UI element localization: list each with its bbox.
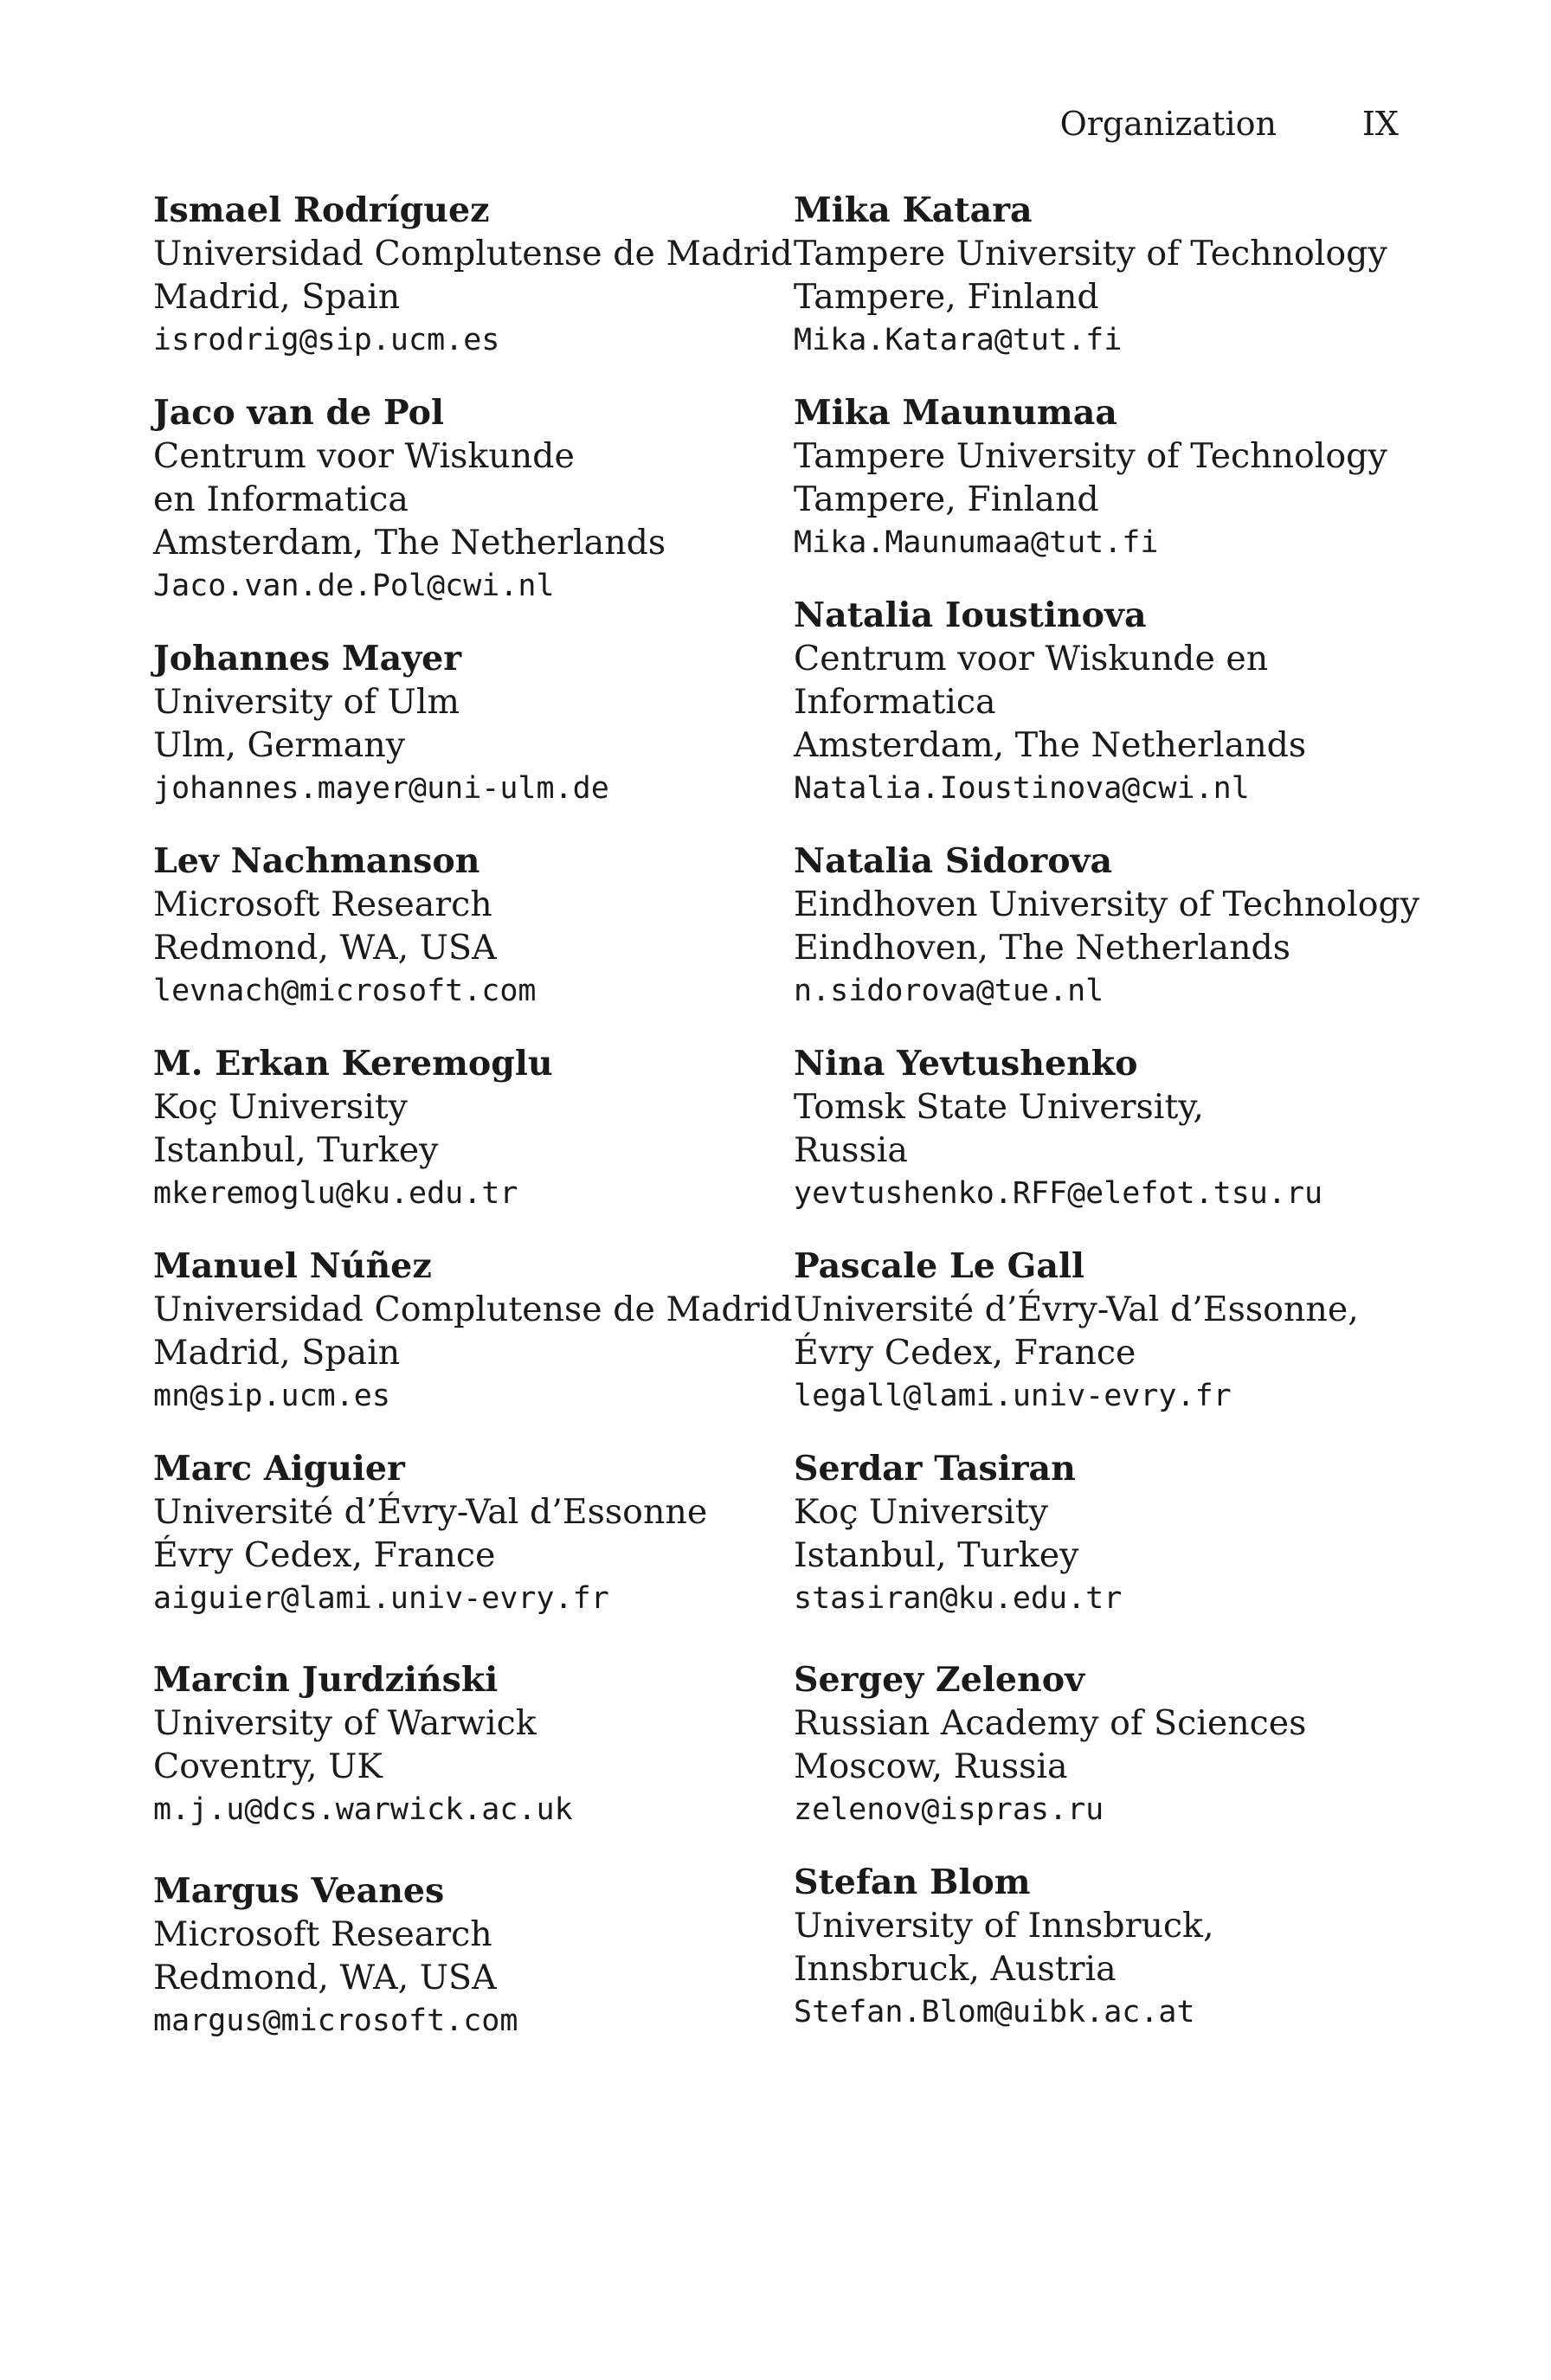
- person-name: Lev Nachmanson: [153, 841, 480, 881]
- affiliation-line: Université d’Évry-Val d’Essonne: [153, 1492, 708, 1532]
- affiliation-line: University of Innsbruck,: [794, 1906, 1214, 1946]
- affiliation-line: Tampere, Finland: [794, 277, 1099, 317]
- affiliation-line: Tomsk State University,: [794, 1087, 1204, 1127]
- contact-entry: [153, 1869, 759, 2042]
- email-address: margus@microsoft.com: [153, 2004, 518, 2038]
- affiliation-line: Moscow, Russia: [794, 1746, 1068, 1786]
- running-header-title: Organization: [1059, 105, 1277, 143]
- email-address: zelenov@ispras.ru: [794, 1792, 1104, 1827]
- affiliation-line: Universidad Complutense de Madrid: [153, 234, 793, 273]
- person-name: Mika Katara: [794, 190, 1033, 230]
- email-address: yevtushenko.RFF@elefot.tsu.ru: [794, 1176, 1323, 1211]
- affiliation-line: Universidad Complutense de Madrid: [153, 1290, 793, 1329]
- email-address: m.j.u@dcs.warwick.ac.uk: [153, 1792, 573, 1827]
- email-address: levnach@microsoft.com: [153, 974, 537, 1008]
- email-address: aiguier@lami.univ-evry.fr: [153, 1581, 609, 1616]
- affiliation-line: Koç University: [153, 1087, 408, 1127]
- affiliation-line: Istanbul, Turkey: [153, 1130, 439, 1170]
- email-address: johannes.mayer@uni-ulm.de: [153, 771, 609, 806]
- contact-entry: [153, 637, 759, 810]
- contact-entry: [153, 1658, 759, 1831]
- email-address: legall@lami.univ-evry.fr: [794, 1379, 1232, 1413]
- contact-entry: [153, 1042, 759, 1215]
- affiliation-line: Koç University: [794, 1492, 1048, 1532]
- affiliation-line: Eindhoven University of Technology: [794, 884, 1420, 924]
- contact-entry: [794, 839, 1420, 1013]
- affiliation-line: University of Warwick: [153, 1703, 537, 1743]
- contact-entry: [794, 594, 1417, 810]
- affiliation-line: Russia: [794, 1130, 908, 1170]
- person-name: Nina Yevtushenko: [794, 1044, 1138, 1084]
- left-column: [153, 189, 793, 2042]
- person-name: Mika Maunumaa: [794, 393, 1117, 433]
- affiliation-line: Évry Cedex, France: [794, 1333, 1136, 1373]
- contact-entry: [794, 1245, 1417, 1418]
- contact-entry: [153, 839, 759, 1013]
- email-address: Stefan.Blom@uibk.ac.at: [794, 1995, 1195, 2029]
- email-address: Mika.Maunumaa@tut.fi: [794, 525, 1159, 560]
- affiliation-line: Istanbul, Turkey: [794, 1535, 1079, 1575]
- page-number: IX: [1361, 105, 1399, 143]
- email-address: Jaco.van.de.Pol@cwi.nl: [153, 569, 555, 603]
- affiliation-line: Tampere, Finland: [794, 479, 1099, 519]
- affiliation-line: Ulm, Germany: [153, 725, 406, 765]
- contact-entry: [153, 1245, 793, 1418]
- affiliation-line: Amsterdam, The Netherlands: [794, 725, 1307, 765]
- email-address: mkeremoglu@ku.edu.tr: [153, 1176, 518, 1211]
- affiliation-line: Russian Academy of Sciences: [794, 1703, 1307, 1743]
- person-name: Natalia Sidorova: [794, 841, 1113, 881]
- email-address: isrodrig@sip.ucm.es: [153, 323, 500, 357]
- affiliation-line: Redmond, WA, USA: [153, 928, 497, 968]
- person-name: M. Erkan Keremoglu: [153, 1044, 553, 1084]
- affiliation-line: en Informatica: [153, 479, 409, 519]
- email-address: stasiran@ku.edu.tr: [794, 1581, 1123, 1616]
- affiliation-line: Madrid, Spain: [153, 277, 401, 317]
- right-column: [794, 189, 1420, 2034]
- contact-entry: [794, 1447, 1417, 1620]
- person-name: Stefan Blom: [794, 1862, 1031, 1902]
- contact-entry: [794, 391, 1417, 564]
- affiliation-line: Madrid, Spain: [153, 1333, 401, 1373]
- person-name: Jaco van de Pol: [153, 393, 444, 433]
- contact-entry: [794, 1042, 1417, 1215]
- person-name: Sergey Zelenov: [794, 1660, 1085, 1700]
- email-address: Natalia.Ioustinova@cwi.nl: [794, 771, 1250, 806]
- affiliation-line: Université d’Évry-Val d’Essonne,: [794, 1290, 1359, 1329]
- affiliation-line: Informatica: [794, 682, 996, 722]
- email-address: mn@sip.ucm.es: [153, 1379, 390, 1413]
- affiliation-line: Amsterdam, The Netherlands: [153, 523, 666, 563]
- email-address: n.sidorova@tue.nl: [794, 974, 1104, 1008]
- contact-entry: [794, 189, 1417, 362]
- person-name: Ismael Rodríguez: [153, 190, 490, 230]
- affiliation-line: Redmond, WA, USA: [153, 1958, 497, 1997]
- affiliation-line: University of Ulm: [153, 682, 460, 722]
- affiliation-line: Évry Cedex, France: [153, 1535, 496, 1575]
- person-name: Pascale Le Gall: [794, 1246, 1085, 1286]
- affiliation-line: Coventry, UK: [153, 1746, 383, 1786]
- person-name: Natalia Ioustinova: [794, 595, 1147, 635]
- contact-entry: [153, 391, 759, 608]
- affiliation-line: Tampere University of Technology: [794, 436, 1387, 476]
- affiliation-line: Centrum voor Wiskunde en: [794, 639, 1269, 679]
- affiliation-line: Eindhoven, The Netherlands: [794, 928, 1291, 968]
- contact-entry: [794, 1861, 1417, 2034]
- email-address: Mika.Katara@tut.fi: [794, 323, 1123, 357]
- affiliation-line: Microsoft Research: [153, 884, 492, 924]
- page-header: [0, 102, 1551, 145]
- affiliation-line: Tampere University of Technology: [794, 234, 1387, 273]
- person-name: Serdar Tasiran: [794, 1449, 1076, 1489]
- contact-entry: [153, 1447, 759, 1620]
- person-name: Marcin Jurdziński: [153, 1660, 499, 1700]
- person-name: Margus Veanes: [153, 1871, 445, 1911]
- contact-entry: [794, 1658, 1417, 1831]
- contact-entry: [153, 189, 793, 362]
- person-name: Manuel Núñez: [153, 1246, 432, 1286]
- affiliation-line: Microsoft Research: [153, 1914, 492, 1954]
- affiliation-line: Centrum voor Wiskunde: [153, 436, 575, 476]
- affiliation-line: Innsbruck, Austria: [794, 1949, 1117, 1989]
- person-name: Marc Aiguier: [153, 1449, 405, 1489]
- person-name: Johannes Mayer: [153, 639, 462, 679]
